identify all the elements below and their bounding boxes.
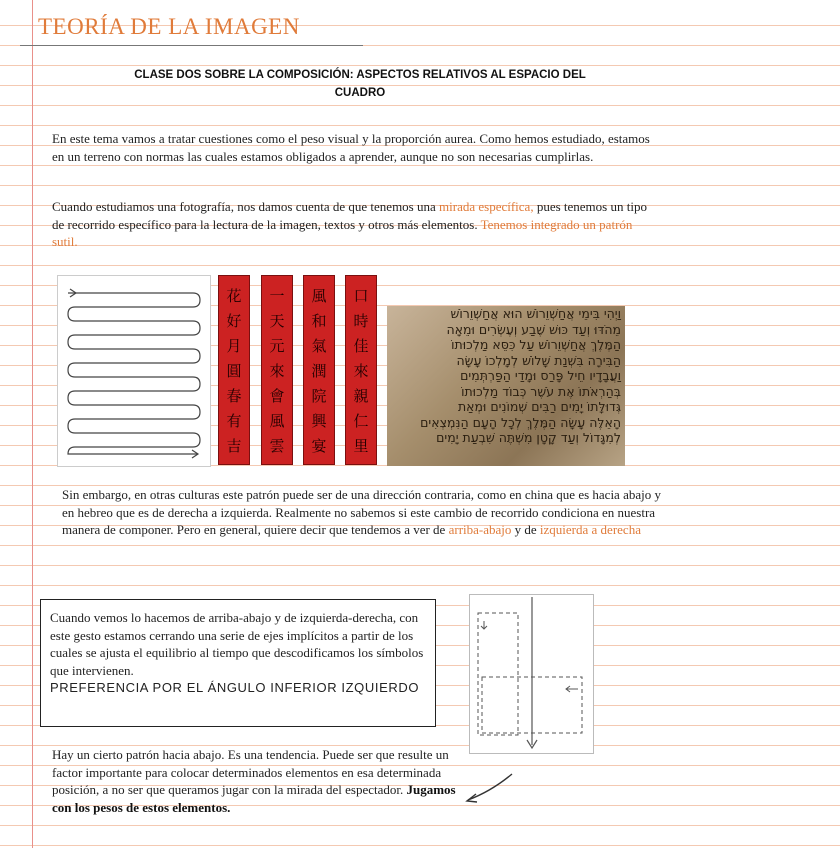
- highlight-patron: Tenemos integrado un patrón sutil.: [52, 216, 633, 249]
- scroll-character: 好: [226, 312, 242, 330]
- scroll-character: 和: [311, 312, 327, 330]
- hebrew-line: מֵהֹדּוּ וְעַד כּוּשׁ שֶׁבַע וְעֶשְׂרִים וּמֵאָה: [446, 321, 621, 337]
- hebrew-line: לְמִגָּדוֹל וְעַד קָטָן מִשְׁתֶּה שִׁבְעַת יָמִים: [436, 430, 621, 445]
- scroll-character: 仁: [353, 412, 369, 430]
- scroll-character: 元: [269, 337, 285, 355]
- scroll-character: 風: [269, 412, 285, 430]
- scroll-character: 時: [353, 312, 369, 330]
- scroll-character: 風: [311, 287, 327, 305]
- scroll-character: 天: [269, 312, 285, 330]
- scroll-character: 佳: [353, 337, 369, 355]
- scroll-character: 會: [269, 387, 285, 405]
- intro-paragraph: En este tema vamos a tratar cuestiones como el peso visual y la proporción aurea. Como hemos estudiado, estamos en un terreno con normas las cuales estamos obligados a aprender, aunque no son necesarias cumplirlas.: [52, 131, 650, 164]
- chinese-scroll: [218, 275, 250, 465]
- box-caps-heading: PREFERENCIA POR EL ÁNGULO INFERIOR IZQUIERDO: [50, 680, 420, 695]
- hebrew-line: גְּדוּלָּתוֹ יָמִים רַבִּים שְׁמוֹנִים וּמְאַת: [457, 399, 621, 414]
- scroll-character: 月: [226, 337, 242, 355]
- downward-tendency-paragraph: [52, 746, 462, 816]
- scroll-character: 口: [353, 287, 369, 305]
- axes-svg: [470, 595, 593, 753]
- scroll-character: 宴: [311, 437, 327, 455]
- scroll-character: 來: [269, 362, 285, 380]
- highlight-box: [40, 599, 436, 727]
- zigzag-reading-diagram: [57, 275, 211, 467]
- title-underline: [20, 45, 363, 46]
- hebrew-line: הַבִּירָה בִּשְׁנַת שָׁלוֹשׁ לְמָלְכוֹ עָשָׂה: [456, 352, 621, 368]
- scroll-character: 潤: [311, 362, 327, 380]
- highlight-mirada: mirada específica,: [439, 199, 534, 214]
- text-run: Sin embargo, en otras culturas este patrón puede ser de una dirección contraria, como en china que es hacia abajo y en hebreo que es de derecha a izquierda. Realmente no sabemos si este cambio de recorrido condiciona en nuestra manera de componer. Pero en general, quiere decir que tendemos a ver de: [62, 487, 661, 537]
- scroll-character: 院: [311, 387, 327, 405]
- scroll-character: 圓: [226, 362, 242, 380]
- scroll-character: 有: [226, 412, 242, 430]
- hebrew-line: בְּהַרְאֹתוֹ אֶת עֹשֶׁר כְּבוֹד מַלְכוּתוֹ: [461, 383, 621, 399]
- hebrew-line: הַמֶּלֶךְ אֲחַשְׁוֵרוֹשׁ עַל כִּסֵּא מַלְכוּתוֹ: [451, 337, 621, 352]
- scroll-character: 來: [353, 362, 369, 380]
- hebrew-manuscript-image: [387, 306, 625, 466]
- scroll-character: 興: [311, 412, 327, 430]
- notebook-margin-line: [32, 0, 33, 848]
- scroll-character: 氣: [311, 337, 327, 355]
- scroll-character: 花: [226, 287, 242, 305]
- page-title: TEORÍA DE LA IMAGEN: [38, 14, 300, 39]
- composition-axes-diagram: [469, 594, 594, 754]
- scroll-character: 里: [353, 437, 369, 455]
- hebrew-line: הָאֵלֶּה עָשָׂה הַמֶּלֶךְ לְכָל הָעָם הַנִּמְצְאִים: [420, 414, 621, 430]
- section-subtitle: [110, 66, 610, 102]
- chinese-scroll: [345, 275, 377, 465]
- chinese-scroll: [303, 275, 335, 465]
- zigzag-path-svg: [58, 276, 210, 466]
- reading-pattern-paragraph: [52, 198, 652, 251]
- highlight-izquierda-derecha: izquierda a derecha: [539, 522, 641, 537]
- text-run: pues tenemos un tipo de recorrido específico para la lectura de la imagen, textos y otros más elementos.: [52, 199, 647, 232]
- text-run: Hay un cierto patrón hacia abajo. Es una tendencia. Puede ser que resulte un factor importante para colocar determinados elementos en esa determinada posición, a no ser que queramos jugar con la mirada del espectador.: [52, 747, 449, 797]
- text-run: y de: [511, 522, 540, 537]
- scroll-character: 雲: [269, 437, 285, 455]
- scroll-character: 吉: [226, 437, 242, 455]
- scroll-character: 一: [269, 287, 285, 305]
- other-cultures-paragraph: [62, 486, 662, 539]
- hebrew-line: וַיְהִי בִּימֵי אֲחַשְׁוֵרוֹשׁ הוּא אֲחַשְׁוֵרוֹשׁ: [450, 306, 621, 321]
- subtitle-line-2: CUADRO: [334, 87, 386, 99]
- subtitle-line-1: CLASE DOS SOBRE LA COMPOSICIÓN: ASPECTOS RELATIVOS AL ESPACIO DEL: [134, 69, 586, 81]
- bold-conclusion: Jugamos con los pesos de estos elementos.: [52, 782, 456, 815]
- hand-drawn-arrow-icon: [462, 770, 517, 806]
- chinese-scroll: [261, 275, 293, 465]
- text-run: Cuando estudiamos una fotografía, nos damos cuenta de que tenemos una: [52, 199, 440, 214]
- scroll-character: 春: [226, 387, 242, 405]
- box-text: Cuando vemos lo hacemos de arriba-abajo y de izquierda-derecha, con este gesto estamos cerrando una serie de ejes implícitos a partir de los cuales se ajusta el equilibrio al tiempo que descodificamos los símbolos que intervienen.: [50, 610, 424, 678]
- highlight-arriba-abajo: arriba-abajo: [448, 522, 512, 537]
- hebrew-line: וַעֲבָדָיו חֵיל פָּרַס וּמָדַי הַפַּרְתְּמִים: [460, 368, 621, 383]
- scroll-character: 親: [353, 387, 369, 405]
